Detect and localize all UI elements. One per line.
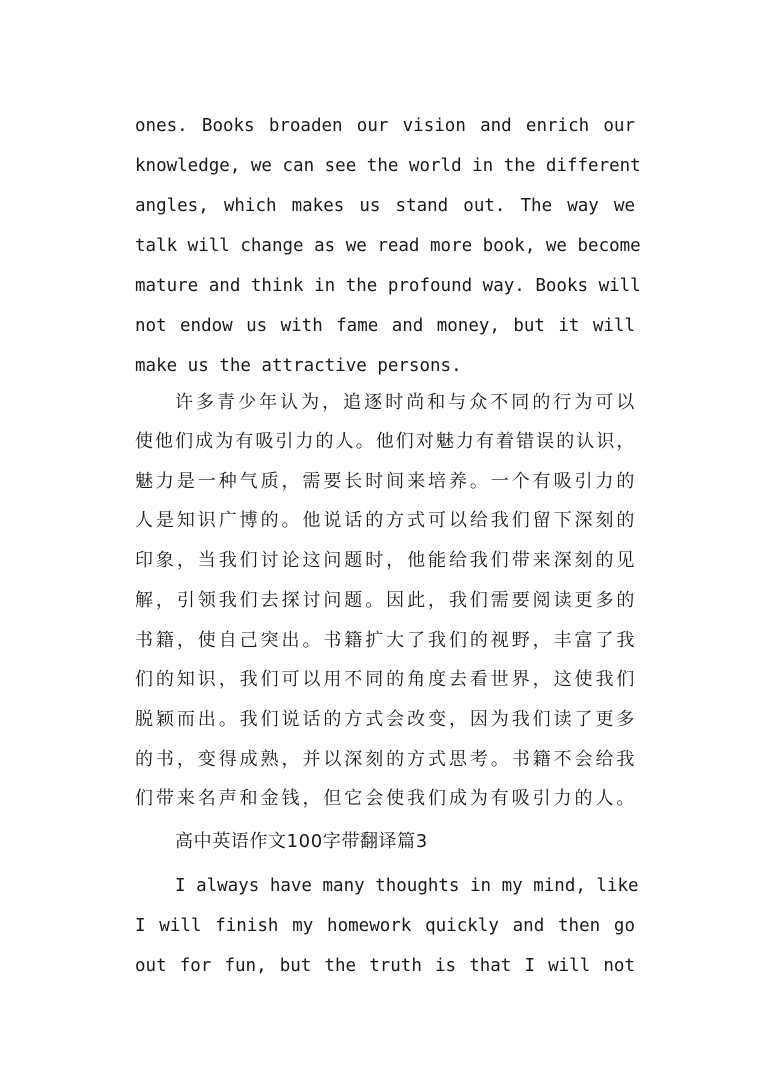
text-line: I will finish my homework quickly and then go: [135, 916, 635, 936]
text-line: not endow us with fame and money, but it will: [135, 316, 635, 336]
text-line: 的书，变得成熟，并以深刻的方式思考。书籍不会给我: [135, 749, 635, 770]
text-line: talk will change as we read more book, we become: [135, 236, 641, 256]
text-line: 许多青少年认为，追逐时尚和与众不同的行为可以: [175, 392, 635, 413]
text-line: mature and think in the profound way. Books will: [135, 276, 641, 296]
text-line: 魅力是一种气质，需要长时间来培养。一个有吸引力的: [135, 471, 635, 492]
text-line: 们的知识，我们可以用不同的角度去看世界，这使我们: [135, 669, 635, 690]
text-line: make us the attractive persons.: [135, 356, 462, 376]
text-line: 脱颖而出。我们说话的方式会改变，因为我们读了更多: [135, 709, 635, 730]
text-line: ones. Books broaden our vision and enrich our: [135, 116, 635, 136]
text-line: 印象，当我们讨论这问题时，他能给我们带来深刻的见: [135, 550, 635, 571]
text-line: 使他们成为有吸引力的人。他们对魅力有着错误的认识，: [135, 431, 635, 452]
text-line: angles, which makes us stand out. The way we: [135, 196, 635, 216]
text-line: I always have many thoughts in my mind, like: [175, 876, 639, 896]
section-heading: 高中英语作文100字带翻译篇3: [175, 831, 428, 852]
text-line: knowledge, we can see the world in the different: [135, 156, 641, 176]
text-line: 们带来名声和金钱，但它会使我们成为有吸引力的人。: [135, 788, 635, 809]
text-line: 人是知识广博的。他说话的方式可以给我们留下深刻的: [135, 510, 635, 531]
text-line: 解，引领我们去探讨问题。因此，我们需要阅读更多的: [135, 590, 635, 611]
text-line: 书籍，使自己突出。书籍扩大了我们的视野，丰富了我: [135, 630, 635, 651]
text-line: out for fun, but the truth is that I will not: [135, 956, 635, 976]
